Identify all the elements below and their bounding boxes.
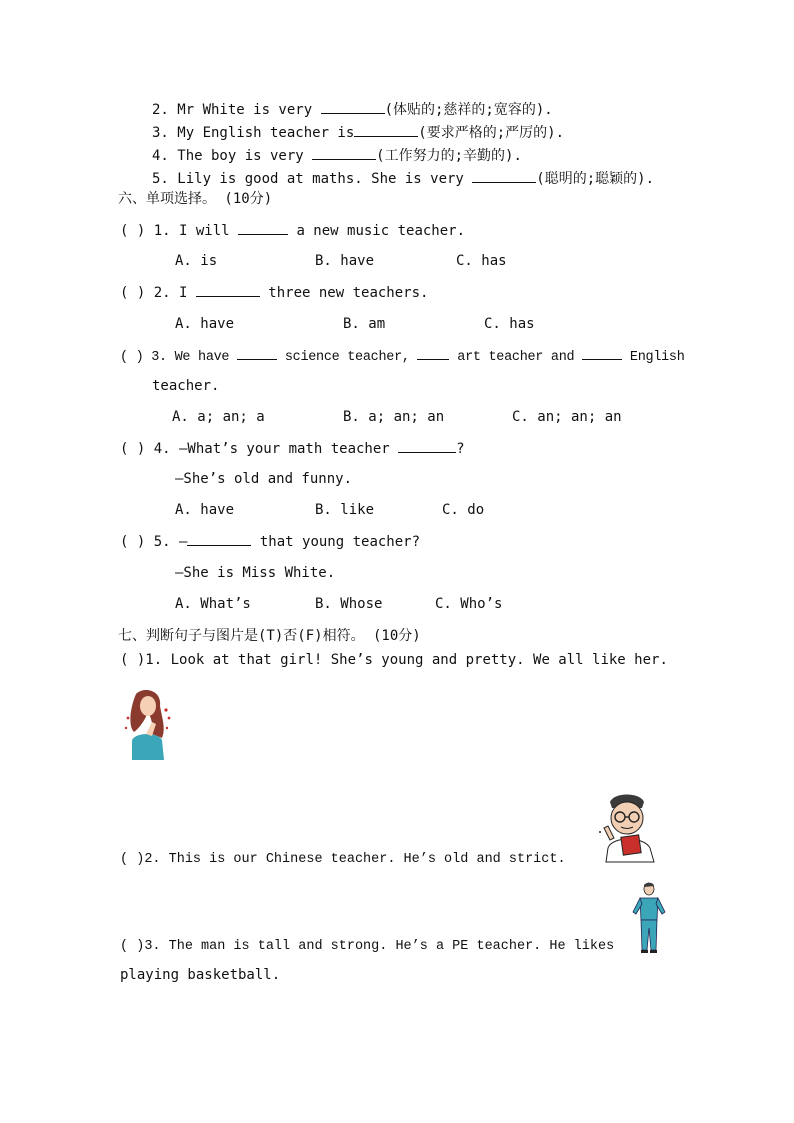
question-text: 4. —What’s your math teacher [153,441,399,457]
option-a: A. What’s [175,596,251,612]
option-c: C. do [442,502,485,518]
option-a: A. have [175,316,235,332]
fill-question-4 [152,146,522,165]
teacher-with-glasses-picture [598,792,660,864]
answer-blank[interactable] [238,221,288,235]
question-text: 3. My English teacher is [152,125,355,141]
option-b: B. a; an; an [343,409,445,425]
answer-blank[interactable] [582,346,622,360]
answer-blank[interactable] [398,439,456,453]
answer-paren[interactable]: ( ) [120,350,152,365]
judge-text: 3. The man is tall and strong. He’s a PE teacher. He likes [144,939,615,954]
option-c: C. has [484,316,535,332]
option-b: B. am [343,316,386,332]
section-six-title: 六、单项选择。 (10分) [118,191,273,207]
fill-question-5 [152,169,654,188]
answer-blank[interactable] [237,346,277,360]
fill-question-2 [152,100,553,119]
option-c: C. Who’s [435,596,503,612]
judge-text: 2. This is our Chinese teacher. He’s old and strict. [144,852,566,867]
tall-man-picture [630,882,668,954]
mc-question-2 [120,283,428,302]
question-4-reply: —She’s old and funny. [175,471,353,487]
option-c: C. an; an; an [512,409,622,425]
judge-item-1 [120,651,668,669]
mc-question-5 [120,532,420,551]
question-text: 4. The boy is very [152,148,313,164]
question-text: a new music teacher. [288,223,466,239]
question-text: 5. — [153,534,188,550]
judge-item-3-continuation: playing basketball. [120,967,281,983]
question-5-reply: —She is Miss White. [175,565,336,581]
option-b: B. like [315,502,375,518]
option-c: C. has [456,253,507,269]
question-hint: (要求严格的;严厉的). [418,125,565,141]
question-text: that young teacher? [251,534,421,550]
question-text: art teacher and [449,350,583,365]
answer-blank[interactable] [354,123,418,137]
girl-picture [122,688,174,762]
answer-paren[interactable]: ( ) [120,939,145,954]
question-text: 3. We have [151,350,238,365]
answer-blank[interactable] [321,100,385,114]
question-text: science teacher, [277,350,418,365]
answer-blank[interactable] [472,169,536,183]
answer-paren[interactable]: ( ) [120,223,154,239]
question-text: 2. Mr White is very [152,102,321,118]
option-a: A. have [175,502,235,518]
answer-paren[interactable]: ( ) [120,852,145,867]
question-hint: (聪明的;聪颖的). [536,171,655,187]
question-text: 1. I will [153,223,239,239]
answer-blank[interactable] [187,532,251,546]
question-text: three new teachers. [259,285,429,301]
mc-question-1 [120,221,465,240]
answer-paren[interactable]: ( ) [120,441,154,457]
question-text: 5. Lily is good at maths. She is very [152,171,473,187]
mc-question-3 [120,346,685,367]
question-text: ? [456,441,465,457]
section-seven-title: 七、判断句子与图片是(T)否(F)相符。 (10分) [118,628,421,644]
answer-paren[interactable]: ( ) [120,652,146,668]
answer-paren[interactable]: ( ) [120,534,154,550]
option-b: B. Whose [315,596,383,612]
question-3-continuation: teacher. [152,378,220,394]
option-a: A. a; an; a [172,409,265,425]
mc-question-4 [120,439,465,458]
judge-text: 1. Look at that girl! She’s young and pretty. We all like her. [145,652,668,668]
option-a: A. is [175,253,218,269]
answer-paren[interactable]: ( ) [120,285,154,301]
answer-blank[interactable] [312,146,376,160]
question-hint: (体贴的;慈祥的;宽容的). [384,102,553,118]
answer-blank[interactable] [417,346,449,360]
fill-question-3 [152,123,564,142]
judge-item-3 [120,938,614,956]
option-b: B. have [315,253,375,269]
question-hint: (工作努力的;辛勤的). [376,148,522,164]
answer-blank[interactable] [196,283,260,297]
question-text: English [622,350,685,365]
judge-item-2 [120,851,566,869]
question-text: 2. I [153,285,196,301]
